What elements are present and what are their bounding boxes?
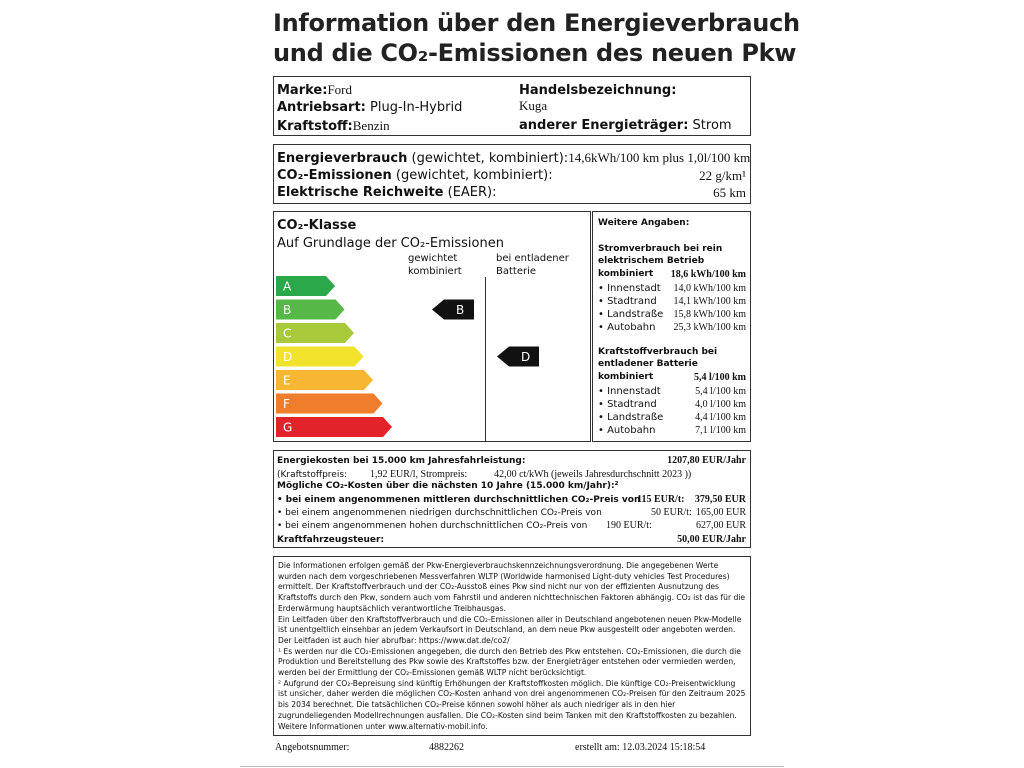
co2-qualifier: (gewichtet, kombiniert): [391, 168, 553, 183]
energy-label: Energieverbrauch [277, 151, 408, 166]
elec-combined-value: 18,6 kWh/100 km [670, 269, 746, 280]
elec-item: • Autobahn [598, 322, 656, 333]
class-arrow-f [276, 394, 383, 414]
fuel-item-value: 5,4 l/100 km [695, 386, 746, 397]
co2-class-scale [274, 212, 590, 441]
fuel-combined-value: 5,4 l/100 km [694, 372, 746, 383]
high-price: 190 EUR/t: [606, 520, 652, 531]
fuel-title [598, 346, 717, 370]
drive-label: Antriebsart: [277, 100, 366, 115]
elec-item: • Innenstadt [598, 283, 661, 294]
fuel-price-label: (Kraftstoffpreis: [277, 470, 348, 480]
elec-item: • Stadtrand [598, 296, 657, 307]
elec-item-value: 14,0 kWh/100 km [673, 283, 746, 294]
co2-class-title: CO₂-Klasse [277, 218, 357, 233]
brand-label: Marke: [277, 83, 328, 98]
co2-label: CO₂-Emissionen [277, 168, 392, 183]
fuel-combined-label: kombiniert [598, 372, 654, 382]
co2-value: 22 g/km¹ [699, 168, 746, 183]
tax-value: 50,00 EUR/Jahr [677, 534, 746, 545]
further-box [592, 211, 751, 442]
mid-label: bei einem angenommenen mittleren durchschnittlichen CO₂-Preis von [285, 495, 641, 505]
consumption-box [273, 144, 751, 204]
fuel-item: • Innenstadt [598, 386, 661, 397]
range-label: Elektrische Reichweite [277, 185, 444, 200]
fuel-price-value: 1,92 EUR/l, Strompreis: [369, 469, 468, 480]
elec-title [598, 243, 722, 267]
fuel-value: Benzin [352, 118, 390, 133]
range-qualifier: (EAER): [443, 185, 497, 200]
mid-value: 379,50 EUR [694, 494, 746, 505]
energy-cost-label: Energiekosten bei 15.000 km Jahresfahrleistung: [277, 456, 526, 466]
energy-row [277, 150, 750, 167]
disclaimer-para-3: ¹ Es werden nur die CO₂-Emissionen angegeben, die durch den Betrieb des Pkw entstehen. CO₂-Emissionen, die durch die Produktion und Bereitstellung des Pkw sowie des Kraftstoffes bzw. der Energieträger entstehen oder vermieden werden, werden bei der Ermittlung der CO₂-Emissionen gemäß WLTP nicht berücksichtigt. [278, 646, 741, 678]
weighted-class-marker [432, 300, 474, 320]
disclaimer-box [273, 556, 751, 736]
class-arrow-label-d: D [283, 350, 293, 364]
fuel-item-value: 4,4 l/100 km [695, 412, 746, 423]
low-price: 50 EUR/t: [651, 507, 692, 518]
class-arrow-g [276, 417, 392, 437]
fuel-item: • Autobahn [598, 425, 656, 436]
drive-row [277, 100, 462, 116]
discharged-class-marker-label: D [521, 350, 531, 364]
created-label: erstellt am: 12.03.2024 15:18:54 [575, 742, 706, 753]
brand-value: Ford [327, 82, 352, 97]
offer-value: 4882262 [429, 742, 464, 753]
range-value: 65 km [713, 185, 746, 200]
low-value: 165,00 EUR [696, 507, 746, 518]
class-arrow-label-b: B [283, 303, 292, 317]
disclaimer-para-1: Die Informationen erfolgen gemäß der Pkw-Energieverbrauchskennzeichnungsverordnung. Die angegebenen Werte wurden nach dem vorgeschriebenen Messverfahren WLTP (Worldwide harmonised Light-duty vehicles Test Procedures) ermittelt. Der Kraftstoffverbrauch und der CO₂-Ausstoß eines Pkw sind nicht nur von der effizienten Ausnutzung des Kraftstoffs durch den Pkw, sondern auch vom Fahrstil und anderen nichttechnischen Faktoren abhängig. CO₂ ist das für die Erderwärmung hauptsächlich verantwortliche Treibhausgas. [278, 561, 746, 613]
energy-qualifier: (gewichtet, kombiniert): [407, 151, 569, 166]
discharged-class-marker [497, 347, 539, 367]
class-arrow-label-f: F [283, 397, 290, 411]
high-value: 627,00 EUR [696, 520, 746, 531]
costs-box [273, 450, 751, 548]
brand-row [277, 82, 352, 99]
disclaimer-para-4: ² Aufgrund der CO₂-Bepreisung sind künftig Erhöhungen der Kraftstoffkosten möglich. Die künftige CO₂-Preisentwicklung ist unsicher, daher werden die möglichen CO₂-Kosten anhand von drei angenommenen CO₂-Preisen für den Zeitraum 2025 bis 2034 berechnet. Die tatsächlichen CO₂-Preise können sowohl höher als auch niedriger als in den hier zugrundeliegenden Modellrechnungen ausfallen. Die CO₂-Kosten sind beim Tanken mit den Kraftstoffkosten zu bezahlen. Weitere Informationen unter www.alternativ-mobil.info. [278, 678, 746, 731]
fuel-row [277, 118, 390, 135]
co2-row [277, 168, 553, 184]
elec-title-line1: Stromverbrauch bei rein [598, 244, 723, 254]
fuel-item: • Landstraße [598, 412, 664, 423]
elec-item-value: 25,3 kWh/100 km [673, 322, 746, 333]
title-line-2: und die CO₂-Emissionen des neuen Pkw [273, 39, 797, 67]
page-title [273, 8, 800, 68]
elec-item: • Landstraße [598, 309, 664, 320]
fuel-label: Kraftstoff: [277, 119, 353, 134]
low-label: bei einem angenommenen niedrigen durchschnittlichen CO₂-Preis von [285, 508, 602, 518]
weighted-header-line1: gewichtet [408, 253, 458, 264]
fuel-title-line1: Kraftstoffverbrauch bei [598, 347, 718, 357]
mid-price: 115 EUR/t: [637, 494, 685, 505]
class-arrow-label-c: C [283, 326, 292, 341]
drive-value: Plug-In-Hybrid [370, 100, 463, 115]
high-label: bei einem angenommenen hohen durchschnittlichen CO₂-Preis von [285, 521, 588, 531]
tax-label: Kraftfahrzeugsteuer: [277, 535, 385, 545]
power-price-value: 42,00 ct/kWh (jeweils Jahresdurchschnitt 2023 )) [494, 469, 692, 480]
energy-cost-value: 1207,80 EUR/Jahr [667, 455, 746, 466]
disclaimer-para-2: Ein Leitfaden über den Kraftstoffverbrauch und die CO₂-Emissionen aller in Deutschland angebotenen neuen Pkw-Modelle ist unentgeltlich einsehbar an jedem Verkaufsort in Deutschland, an dem neue Pkw ausgestellt oder angeboten werden. Der Leitfaden ist auch hier abrufbar: https://www.dat.de/co2/ [278, 614, 742, 645]
class-arrow-label-a: A [283, 279, 292, 294]
trade-value: Kuga [519, 98, 548, 113]
fuel-item-value: 7,1 l/100 km [695, 425, 746, 436]
co2-cost-low-row: • bei einem angenommenen niedrigen durchschnittlichen CO₂-Preis von [277, 508, 602, 518]
offer-label: Angebotsnummer: [275, 742, 350, 753]
co2-costs-label: Mögliche CO₂-Kosten über die nächsten 10 Jahre (15.000 km/Jahr):² [277, 481, 619, 491]
co2-class-box [273, 211, 591, 442]
other-energy-row [519, 118, 732, 134]
weighted-class-marker-label: B [456, 303, 465, 317]
co2-cost-high-row: • bei einem angenommenen hohen durchschnittlichen CO₂-Preis von [277, 521, 588, 531]
energy-value: 14,6kWh/100 km plus 1,0l/100 km [568, 150, 751, 165]
co2-cost-mid-row: • bei einem angenommenen mittleren durchschnittlichen CO₂-Preis von [277, 495, 641, 505]
other-energy-label: anderer Energieträger: [519, 118, 689, 133]
discharged-header-line1: bei entladener [496, 253, 569, 264]
trade-label: Handelsbezeichnung: [519, 83, 677, 98]
class-arrow-label-g: G [283, 420, 293, 435]
elec-title-line2: elektrischem Betrieb [598, 256, 705, 266]
price-row [277, 469, 691, 480]
weighted-header-line2: kombiniert [408, 266, 462, 277]
elec-item-value: 15,8 kWh/100 km [673, 309, 746, 320]
fuel-item: • Stadtrand [598, 399, 657, 410]
elec-combined-label: kombiniert [598, 269, 654, 279]
further-title: Weitere Angaben: [598, 218, 690, 228]
title-line-1: Information über den Energieverbrauch [273, 9, 800, 37]
other-energy-value: Strom [692, 118, 732, 133]
range-row [277, 185, 497, 201]
fuel-item-value: 4,0 l/100 km [695, 399, 746, 410]
class-arrow-label-e: E [283, 373, 291, 388]
elec-item-value: 14,1 kWh/100 km [673, 296, 746, 307]
footer-line [240, 766, 784, 767]
vehicle-box [273, 76, 751, 136]
co2-class-subtitle: Auf Grundlage der CO₂-Emissionen [277, 236, 504, 251]
discharged-header-line2: Batterie [496, 266, 537, 277]
fuel-title-line2: entladener Batterie [598, 359, 698, 369]
